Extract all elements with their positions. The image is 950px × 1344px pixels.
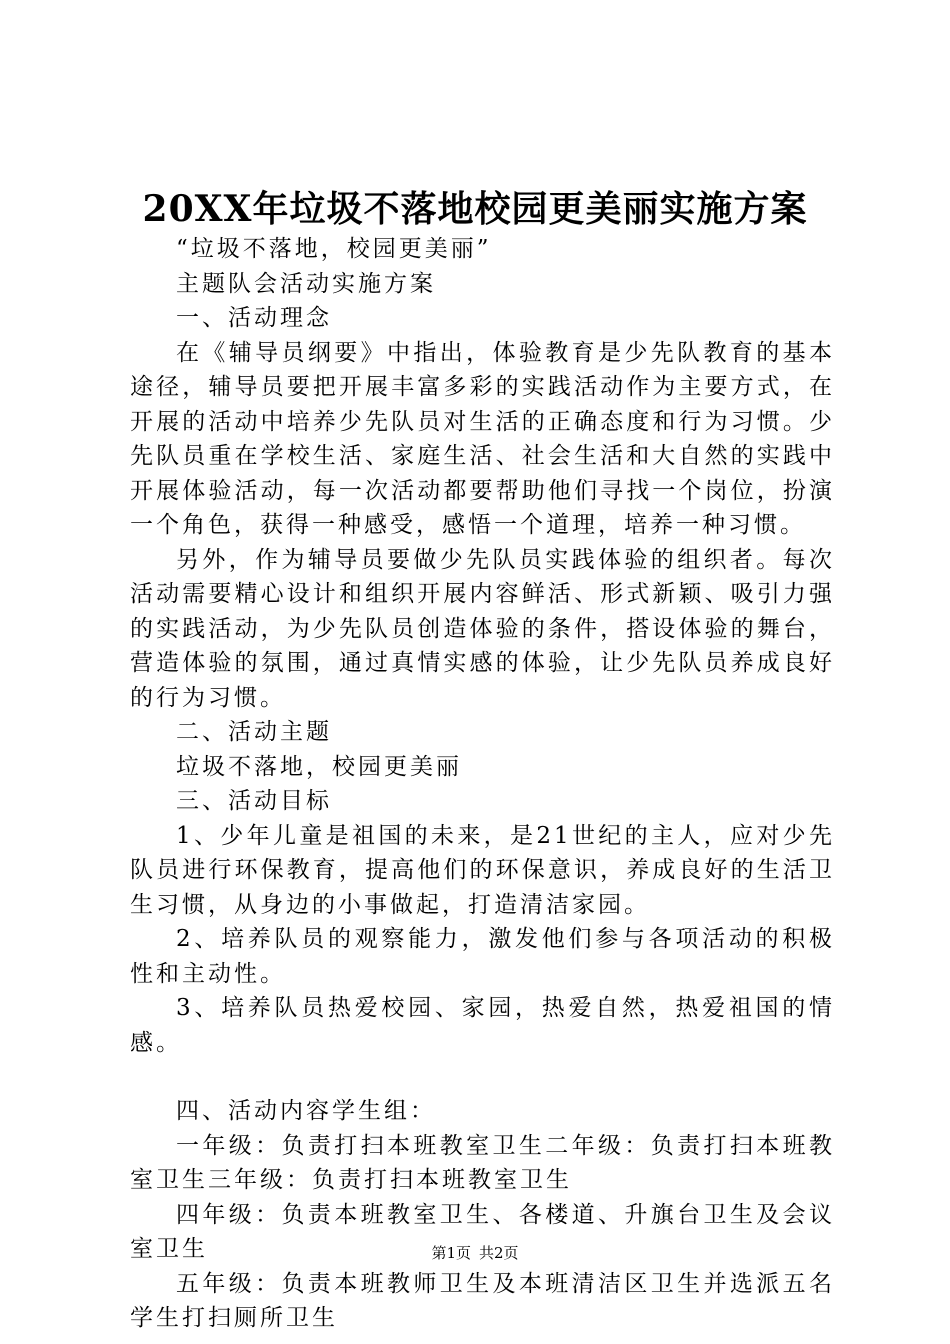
paragraph-goal-2: 2、培养队员的观察能力，激发他们参与各项活动的积极性和主动性。	[130, 926, 835, 987]
paragraph-spacer	[130, 1060, 835, 1094]
paragraph-concept-2: 另外，作为辅导员要做少先队员实践体验的组织者。每次活动需要精心设计和组织开展内容鲜活、形式新颖、吸引力强的实践活动，为少先队员创造体验的条件，搭设体验的舞台，营造体验的氛围，通过真情实感的体验，让少先队员养成良好的行为习惯。	[130, 546, 835, 711]
paragraph-goal-3: 3、培养队员热爱校园、家园，热爱自然，热爱祖国的情感。	[130, 995, 835, 1056]
heading-section-3: 三、活动目标	[176, 788, 332, 814]
page-number: 第1页	[431, 1244, 471, 1262]
paragraph-concept-1: 在《辅导员纲要》中指出，体验教育是少先队教育的基本途径，辅导员要把开展丰富多彩的实践活动作为主要方式，在开展的活动中培养少先队员对生活的正确态度和行为习惯。少先队员重在学校生活、家庭生活、社会生活和大自然的实践中开展体验活动，每一次活动都要帮助他们寻找一个岗位，扮演一个角色，获得一种感受，感悟一个道理，培养一种习惯。	[130, 339, 835, 538]
heading-section-4: 四、活动内容学生组：	[176, 1098, 436, 1124]
document-body	[130, 232, 835, 1336]
document-title: 20XX年垃圾不落地校园更美丽实施方案	[142, 188, 808, 230]
paragraph-grade-4: 四年级：负责本班教室卫生、各楼道、升旗台卫生及会议室卫生	[130, 1201, 835, 1262]
heading-section-2: 二、活动主题	[176, 719, 332, 745]
paragraph-theme: 垃圾不落地，校园更美丽	[176, 753, 462, 780]
heading-section-1: 一、活动理念	[176, 305, 332, 331]
paragraph-grades-1-3: 一年级：负责打扫本班教室卫生二年级：负责打扫本班教室卫生三年级：负责打扫本班教室卫生	[130, 1132, 835, 1193]
paragraph-goal-1: 1、少年儿童是祖国的未来，是21世纪的主人，应对少先队员进行环保教育，提高他们的环保意识，养成良好的生活卫生习惯，从身边的小事做起，打造清洁家园。	[130, 822, 835, 918]
page-footer	[0, 1243, 950, 1263]
paragraph-slogan: “垃圾不落地，校园更美丽”	[176, 236, 492, 262]
paragraph-subtitle: 主题队会活动实施方案	[176, 270, 436, 297]
paragraph-grade-5: 五年级：负责本班教师卫生及本班清洁区卫生并选派五名学生打扫厕所卫生	[130, 1270, 835, 1331]
page-total: 共2页	[479, 1244, 519, 1262]
